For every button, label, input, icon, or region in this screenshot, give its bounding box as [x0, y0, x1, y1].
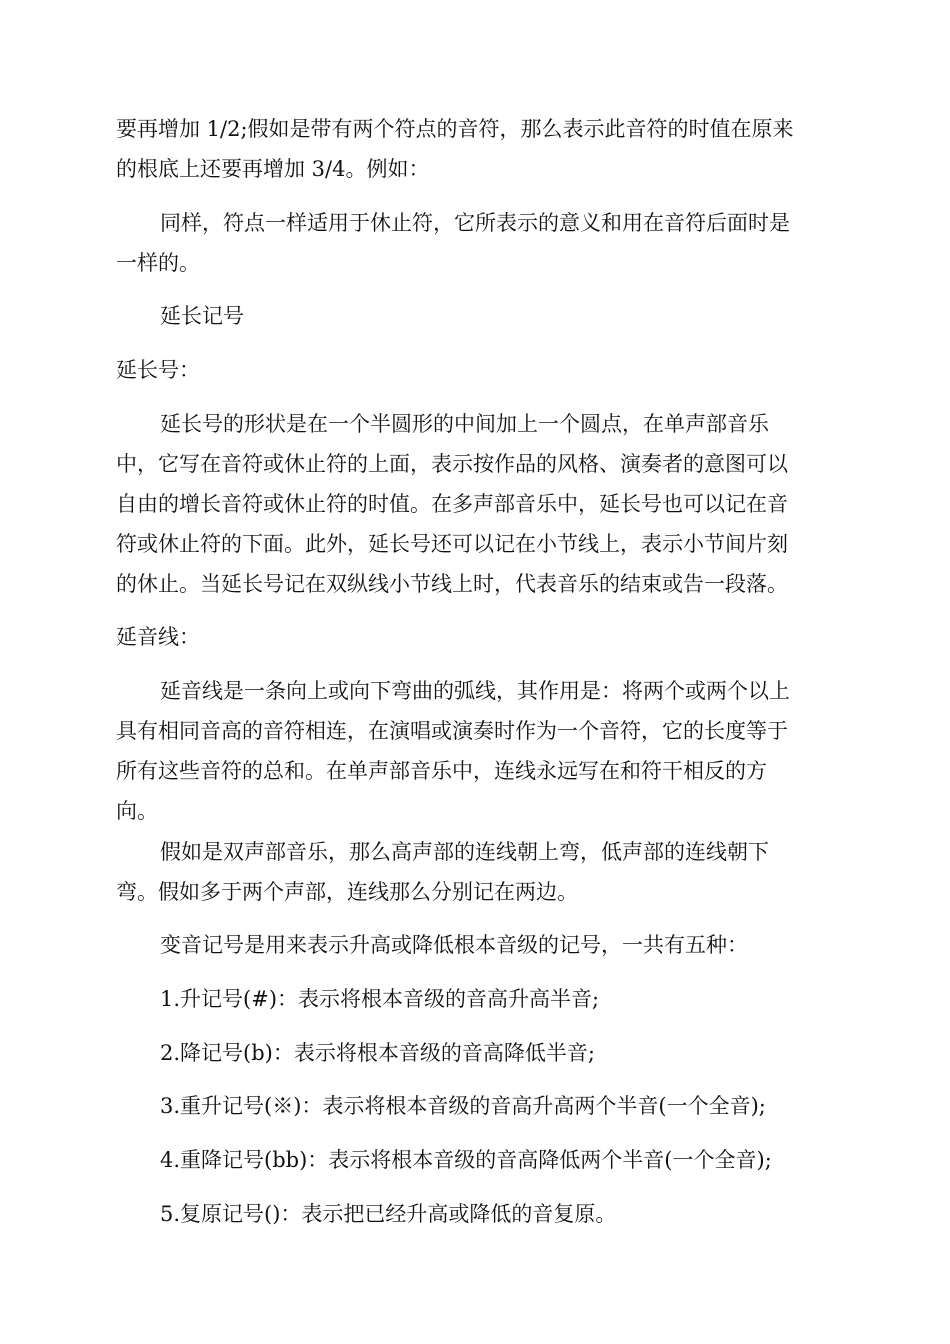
subheading-fermata: 延长号： [116, 358, 200, 382]
text-line: 的休止。当延长号记在双纵线小节线上时，代表音乐的结束或告一段落。 [116, 572, 788, 596]
subheading-tie: 延音线： [116, 625, 200, 649]
text-line: 延音线是一条向上或向下弯曲的弧线，其作用是：将两个或两个以上 [160, 679, 790, 703]
text-line: 中，它写在音符或休止符的上面，表示按作品的风格、演奏者的意图可以 [116, 452, 788, 476]
text-line: 的根底上还要再增加 3/4。例如： [116, 157, 430, 181]
list-item-double-flat: 4.重降记号(bb)：表示将根本音级的音高降低两个半音(一个全音); [160, 1148, 772, 1172]
text-line: 所有这些音符的总和。在单声部音乐中，连线永远写在和符干相反的方 [116, 759, 767, 783]
section-heading-fermata: 延长记号 [160, 304, 244, 328]
paragraph-accidentals-intro: 变音记号是用来表示升高或降低根本音级的记号，一共有五种： [160, 933, 748, 957]
text-line: 假如是双声部音乐，那么高声部的连线朝上弯，低声部的连线朝下 [160, 840, 769, 864]
list-item-natural: 5.复原记号()：表示把已经升高或降低的音复原。 [160, 1202, 617, 1226]
text-line: 自由的增长音符或休止符的时值。在多声部音乐中，延长号也可以记在音 [116, 492, 788, 516]
list-item-sharp: 1.升记号(#)：表示将根本音级的音高升高半音; [160, 987, 600, 1011]
list-item-flat: 2.降记号(b)：表示将根本音级的音高降低半音; [160, 1041, 595, 1065]
text-line: 向。 [116, 799, 158, 823]
text-line: 一样的。 [116, 251, 200, 275]
text-line: 同样，符点一样适用于休止符，它所表示的意义和用在音符后面时是 [160, 211, 790, 235]
text-line: 要再增加 1/2;假如是带有两个符点的音符，那么表示此音符的时值在原来 [116, 117, 794, 141]
text-line: 弯。假如多于两个声部，连线那么分别记在两边。 [116, 880, 578, 904]
text-line: 符或休止符的下面。此外，延长号还可以记在小节线上，表示小节间片刻 [116, 532, 788, 556]
list-item-double-sharp: 3.重升记号(※)：表示将根本音级的音高升高两个半音(一个全音); [160, 1094, 766, 1118]
text-line: 具有相同音高的音符相连，在演唱或演奏时作为一个音符，它的长度等于 [116, 719, 788, 743]
text-line: 延长号的形状是在一个半圆形的中间加上一个圆点，在单声部音乐 [160, 412, 769, 436]
